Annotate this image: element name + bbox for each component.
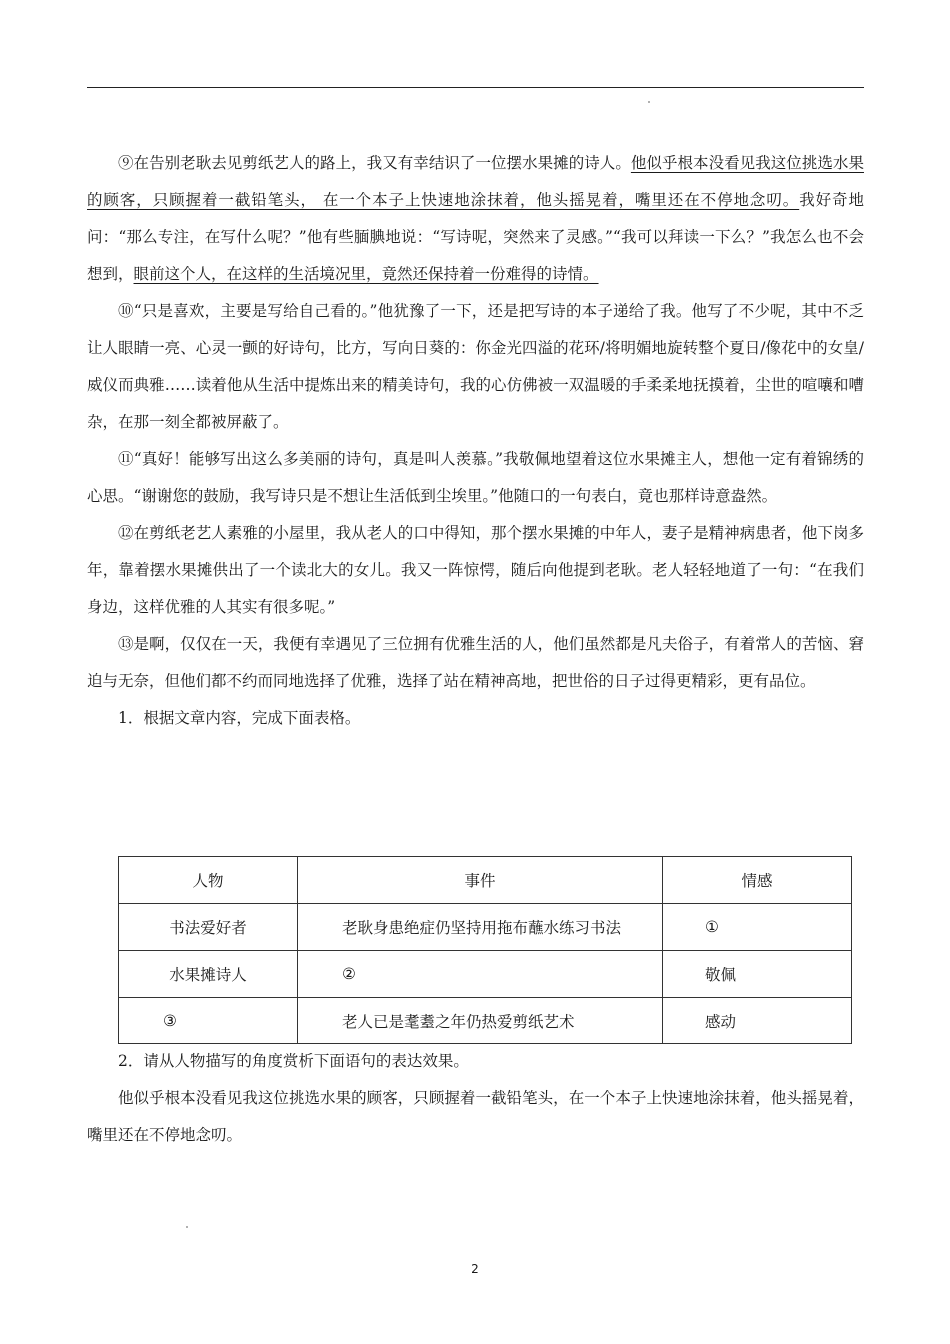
p9-text: ⑨在告别老耿去见剪纸艺人的路上，我又有幸结识了一位摆水果摊的诗人。 [118,154,631,172]
p9-underlined-sentence-2: 眼前这个人，在这样的生活境况里，竟然还保持着一份难得的诗情。 [133,265,599,283]
header-person: 人物 [119,857,298,904]
paragraph-10: ⑩“只是喜欢，主要是写给自己看的。”他犹豫了一下，还是把写诗的本子递给了我。他写了不少呢，其中不乏让人眼睛一亮、心灵一颤的好诗句，比方，写向日葵的：你金光四溢的花环/将明媚地旋转整个夏日/像花中的女皇/威仪而典雅……读着他从生活中提炼出来的精美诗句，我的心仿佛被一双温暖的手柔柔地抚摸着，尘世的喧嚷和嘈杂，在那一刻全都被屏蔽了。 [87,302,864,431]
cell-event: ② [298,951,663,998]
header-rule [87,87,864,88]
p9-underlined-sentence: 他似乎根本没看见我这位挑选水果的顾客，只顾握着一截铅笔头， 在一个本子上快速地涂抹着，他头摇晃着，嘴里还在不停地念叨。 [87,154,864,209]
paragraph-12: ⑫在剪纸老艺人素雅的小屋里，我从老人的口中得知，那个摆水果摊的中年人，妻子是精神病患者，他下岗多年，靠着摆水果摊供出了一个读北大的女儿。我又一阵惊愕，随后向他提到老耿。老人轻轻地道了一句：“在我们身边，这样优雅的人其实有很多呢。” [87,524,864,616]
cell-emotion: 感动 [663,998,852,1044]
paragraph-9 [87,145,864,293]
table-row [119,904,852,951]
article-body [87,145,864,737]
cell-event: 老耿身患绝症仍坚持用拖布蘸水练习书法 [298,904,663,951]
quoted-sentence: 他似乎根本没看见我这位挑选水果的顾客，只顾握着一截铅笔头，在一个本子上快速地涂抹着，他头摇晃着，嘴里还在不停地念叨。 [87,1089,864,1144]
speck [648,101,650,103]
cell-person: ③ [119,998,298,1044]
table-row [119,951,852,998]
questions-section [87,1043,864,1154]
p9-text-2: 我好奇地问：“那么专注，在写什么呢？”他有些腼腆地说：“写诗呢，突然来了灵感。”“我可以拜读一下么？”我怎么也不会想到， [87,191,864,283]
cell-emotion: 敬佩 [663,951,852,998]
paragraph-13: ⑬是啊，仅仅在一天，我便有幸遇见了三位拥有优雅生活的人，他们虽然都是凡夫俗子，有着常人的苦恼、窘迫与无奈，但他们都不约而同地选择了优雅，选择了站在精神高地，把世俗的日子过得更精彩，更有品位。 [87,635,864,690]
header-event: 事件 [298,857,663,904]
cell-event: 老人已是耄耋之年仍热爱剪纸艺术 [298,998,663,1044]
header-emotion: 情感 [663,857,852,904]
cell-emotion: ① [663,904,852,951]
cell-person: 水果摊诗人 [119,951,298,998]
answer-table [118,856,852,1044]
table-row [119,998,852,1044]
page-number: 2 [471,1262,479,1276]
cell-person: 书法爱好者 [119,904,298,951]
table-header-row [119,857,852,904]
question-1: 1．根据文章内容，完成下面表格。 [118,709,361,727]
question-2: 2．请从人物描写的角度赏析下面语句的表达效果。 [118,1052,469,1070]
speck [186,1226,188,1228]
paragraph-11: ⑪“真好！能够写出这么多美丽的诗句，真是叫人羡慕。”我敬佩地望着这位水果摊主人，想他一定有着锦绣的心思。“谢谢您的鼓励，我写诗只是不想让生活低到尘埃里。”他随口的一句表白，竟也那样诗意盎然。 [87,450,864,505]
